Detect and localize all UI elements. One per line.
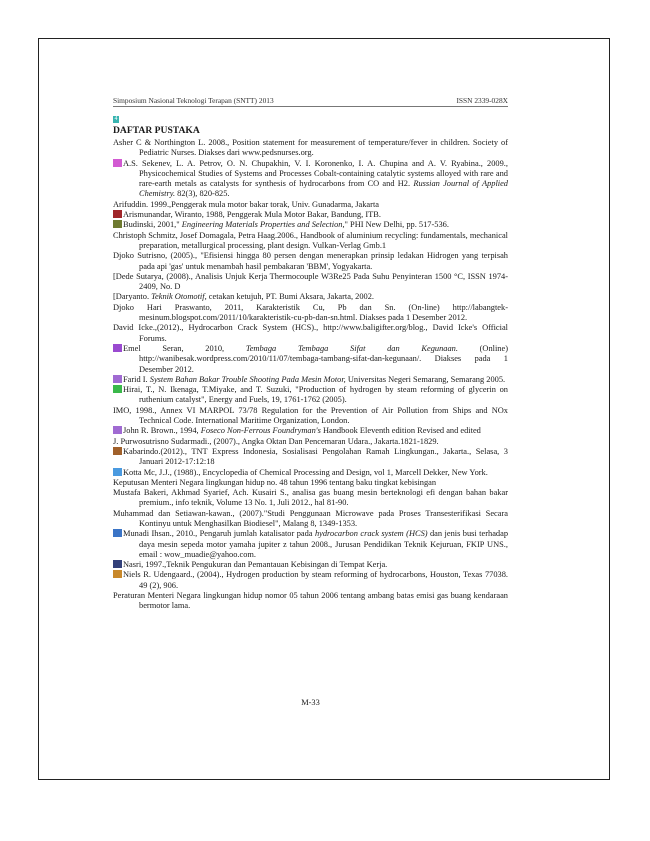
reference-text: Djoko Sutrisno, (2005)., "Efisiensi hingga 80 persen dengan menerapkan prinsip ledakan Hidrogen yang terpisah pada api 'gas' untuk menambah hasil pembakaran 'BBM', Yogyakarta. bbox=[113, 251, 508, 271]
reference-entry bbox=[113, 478, 508, 488]
annotation-marker-icon bbox=[113, 210, 122, 218]
annotation-marker-icon bbox=[113, 468, 122, 476]
reference-text: Budinski, 2001," bbox=[123, 220, 180, 230]
reference-text: Djoko Hari Praswanto, 2011, Karakteristik Cu, Pb dan Sn. (On-line) http://labangtek-mesinum.blogspot.com/2011/10/karakteristik-cu-pb-dan-sn.html. Diakses pada 1 Desember 2012. bbox=[113, 302, 508, 323]
reference-text: IMO, 1998., Annex VI MARPOL 73/78 Regulation for the Prevention of Air Pollution from Ships and NOx Technical Code. International Maritime Organization, London. bbox=[113, 405, 508, 426]
reference-text: David Icke.,(2012)., Hydrocarbon Crack System (HCS)., http://www.baligifter.org/blog., David Icke's Official Forums. bbox=[113, 323, 508, 343]
reference-entry bbox=[113, 375, 508, 385]
annotation-marker-icon bbox=[113, 447, 122, 455]
reference-entry bbox=[113, 529, 508, 560]
reference-text-tail: Handbook Eleventh edition Revised and edited bbox=[320, 426, 481, 436]
reference-text: Kotta Mc, J.J., (1988)., Encyclopedia of Chemical Processing and Design, vol 1, Marcell Dekker, New York. bbox=[123, 467, 488, 477]
reference-text-tail: cetakan ketujuh, PT. Bumi Aksara, Jakarta, 2002. bbox=[206, 292, 374, 302]
reference-section bbox=[113, 116, 508, 612]
reference-text-tail: dan jenis busi terhadap daya mesin sepeda motor yamaha jupiter z tahun 2008., Jurusan Pendidikan Teknik Kejuruan, FKIP UNS., email : wow_muadie@yahoo.com. bbox=[139, 529, 509, 559]
reference-entry bbox=[113, 323, 508, 344]
reference-entry bbox=[113, 344, 508, 375]
reference-entry bbox=[113, 231, 508, 252]
reference-text: [Dede Sutarya, (2008)., Analisis Unjuk Kerja Thermocouple W3Re25 Pada Suhu Penyinteran 1500 °C, ISSN 1974-2409, No. D bbox=[113, 271, 508, 292]
reference-text: Asher C & Northington L. 2008., Position statement for measurement of temperature/fever in children. Society of Pediatric Nurses. Diakses dari www.pedsnurses.org. bbox=[113, 138, 508, 158]
reference-text: Mustafa Bakeri, Akhmad Syarief, Ach. Kusairi S., analisa gas buang mesin berteknologi efi dengan bahan bakar premium., info teknik, Volume 13 No. 1, Juli 2012., hal 81-90. bbox=[113, 488, 508, 508]
annotation-marker-icon bbox=[113, 385, 122, 393]
reference-italic-title: Tembaga Tembaga Sifat dan Kegunaan. bbox=[245, 343, 458, 353]
reference-entry bbox=[113, 292, 508, 302]
reference-text-tail: (Online) http://wanibesak.wordpress.com/2010/11/07/tembaga-tambang-sifat-dan-kegunaan/. Diakses pada 1 Desember 2012. bbox=[139, 343, 509, 374]
reference-italic-title: Foseco Non-Ferrous Foundryman's bbox=[200, 426, 321, 436]
reference-entry bbox=[113, 560, 508, 570]
reference-text: Niels R. Udengaard., (2004)., Hydrogen production by steam reforming of hydrocarbons, Houston, Texas 77038. 49 (2), 906. bbox=[123, 570, 508, 590]
reference-italic-title: Russian Journal of Applied Chemistry. bbox=[139, 179, 508, 199]
reference-text: Hirai, T., N. Ikenaga, T.Miyake, and T. Suzuki, "Production of hydrogen by steam reforming of glycerin on ruthenium catalyst", Energy and Fuels, 19, 1761-1762 (2005). bbox=[123, 385, 508, 405]
reference-entry bbox=[113, 220, 508, 230]
reference-entry bbox=[113, 437, 508, 447]
reference-text: Kabarindo.(2012)., TNT Express Indonesia, Sosialisasi Pengolahan Ramah Lingkungan., Jakarta., Selasa, 3 Januari 2012-17:12:18 bbox=[123, 446, 508, 467]
reference-text: Christoph Schmitz, Josef Domagala, Petra Haag.2006., Handbook of aluminium recycling: fundamentals, mechanical preparation, metallurgical processing, plant design. Vulkan-Verlag Gmb.1 bbox=[113, 230, 508, 250]
marker-badge-top: 4 bbox=[114, 116, 118, 122]
section-title: DAFTAR PUSTAKA bbox=[113, 125, 200, 136]
reference-entry bbox=[113, 272, 508, 293]
reference-entry bbox=[113, 385, 508, 406]
reference-text: [Daryanto. bbox=[113, 292, 150, 302]
reference-list bbox=[113, 138, 508, 612]
reference-entry bbox=[113, 210, 508, 220]
annotation-marker-icon bbox=[113, 529, 122, 537]
reference-text-tail: Universitas Negeri Semarang, Semarang 2005. bbox=[345, 374, 506, 384]
reference-text: Muhammad dan Setiawan-kawan., (2007)."Studi Penggunaan Microwave pada Proses Transesterifikasi Secara Kontinyu untuk Menghasilkan Biodiesel", Malang 8, 1349-1353. bbox=[113, 508, 508, 528]
reference-entry bbox=[113, 138, 508, 159]
reference-text: J. Purwosutrisno Sudarmadi., (2007)., Angka Oktan Dan Pencemaran Udara., Jakarta.1821-1829. bbox=[113, 436, 439, 446]
reference-text: Nasri, 1997.,Teknik Pengukuran dan Pemantauan Kebisingan di Tempat Kerja. bbox=[123, 560, 388, 570]
reference-entry bbox=[113, 468, 508, 478]
annotation-marker-icon bbox=[113, 220, 122, 228]
reference-text-tail: " PHI New Delhi, pp. 517-536. bbox=[344, 220, 449, 230]
reference-text: Arismunandar, Wiranto, 1988, Penggerak Mula Motor Bakar, Bandung, ITB. bbox=[123, 210, 381, 220]
header-issn: ISSN 2339-028X bbox=[456, 96, 508, 105]
reference-text: Emel Seran, 2010, bbox=[123, 343, 225, 353]
reference-entry bbox=[113, 200, 508, 210]
reference-entry bbox=[113, 447, 508, 468]
annotation-marker-icon bbox=[113, 375, 122, 383]
reference-entry bbox=[113, 591, 508, 612]
reference-italic-title: Teknik Otomotif, bbox=[151, 292, 207, 302]
reference-entry bbox=[113, 303, 508, 324]
reference-entry bbox=[113, 509, 508, 530]
annotation-marker-icon bbox=[113, 344, 122, 352]
annotation-marker-icon bbox=[113, 159, 122, 167]
reference-entry bbox=[113, 488, 508, 509]
reference-italic-title: hydrocarbon crack system (HCS) bbox=[314, 529, 428, 539]
reference-entry bbox=[113, 159, 508, 200]
reference-text: Arifuddin. 1999.,Penggerak mula motor bakar torak, Univ. Gunadarma, Jakarta bbox=[113, 199, 379, 209]
reference-italic-title: System Bahan Bakar Trouble Shooting Pada Mesin Motor, bbox=[149, 374, 346, 384]
reference-text: Keputusan Menteri Negara lingkungan hidup no. 48 tahun 1996 tentang baku tingkat kebisingan bbox=[113, 477, 437, 487]
reference-entry bbox=[113, 426, 508, 436]
reference-text-tail: 82(3), 820-825. bbox=[175, 189, 230, 199]
annotation-marker-icon bbox=[113, 426, 122, 434]
header-conference: Simposium Nasional Teknologi Terapan (SNTT) 2013 bbox=[113, 96, 274, 105]
annotation-marker-icon bbox=[113, 560, 122, 568]
reference-text: Peraturan Menteri Negara lingkungan hidup nomor 05 tahun 2006 tentang ambang batas emisi gas buang kendaraan bermotor lama. bbox=[113, 591, 508, 611]
page-number: M-33 bbox=[301, 698, 320, 707]
reference-entry bbox=[113, 570, 508, 591]
reference-text: John R. Brown., 1994, bbox=[123, 426, 199, 436]
annotation-marker-icon bbox=[113, 570, 122, 578]
reference-text: Munadi Ihsan., 2010., Pengaruh jumlah katalisator pada bbox=[123, 529, 313, 539]
reference-entry bbox=[113, 406, 508, 427]
reference-italic-title: Engineering Materials Properties and Selection, bbox=[181, 220, 345, 230]
running-header bbox=[113, 96, 508, 107]
reference-text: Farid I. bbox=[123, 374, 148, 384]
reference-text: A.S. Sekenev, L. A. Petrov, O. N. Chupakhin, V. I. Koronenko, I. A. Chupina and A. V. Ryabina., 2009., Physicochemical Studies of Systems and Processes Cobalt-containing catalytic systems alloyed with rare and rare-earth metals as catalysts for synthesis of hydrocarbons from CO and H2. bbox=[123, 158, 508, 189]
reference-entry bbox=[113, 251, 508, 272]
